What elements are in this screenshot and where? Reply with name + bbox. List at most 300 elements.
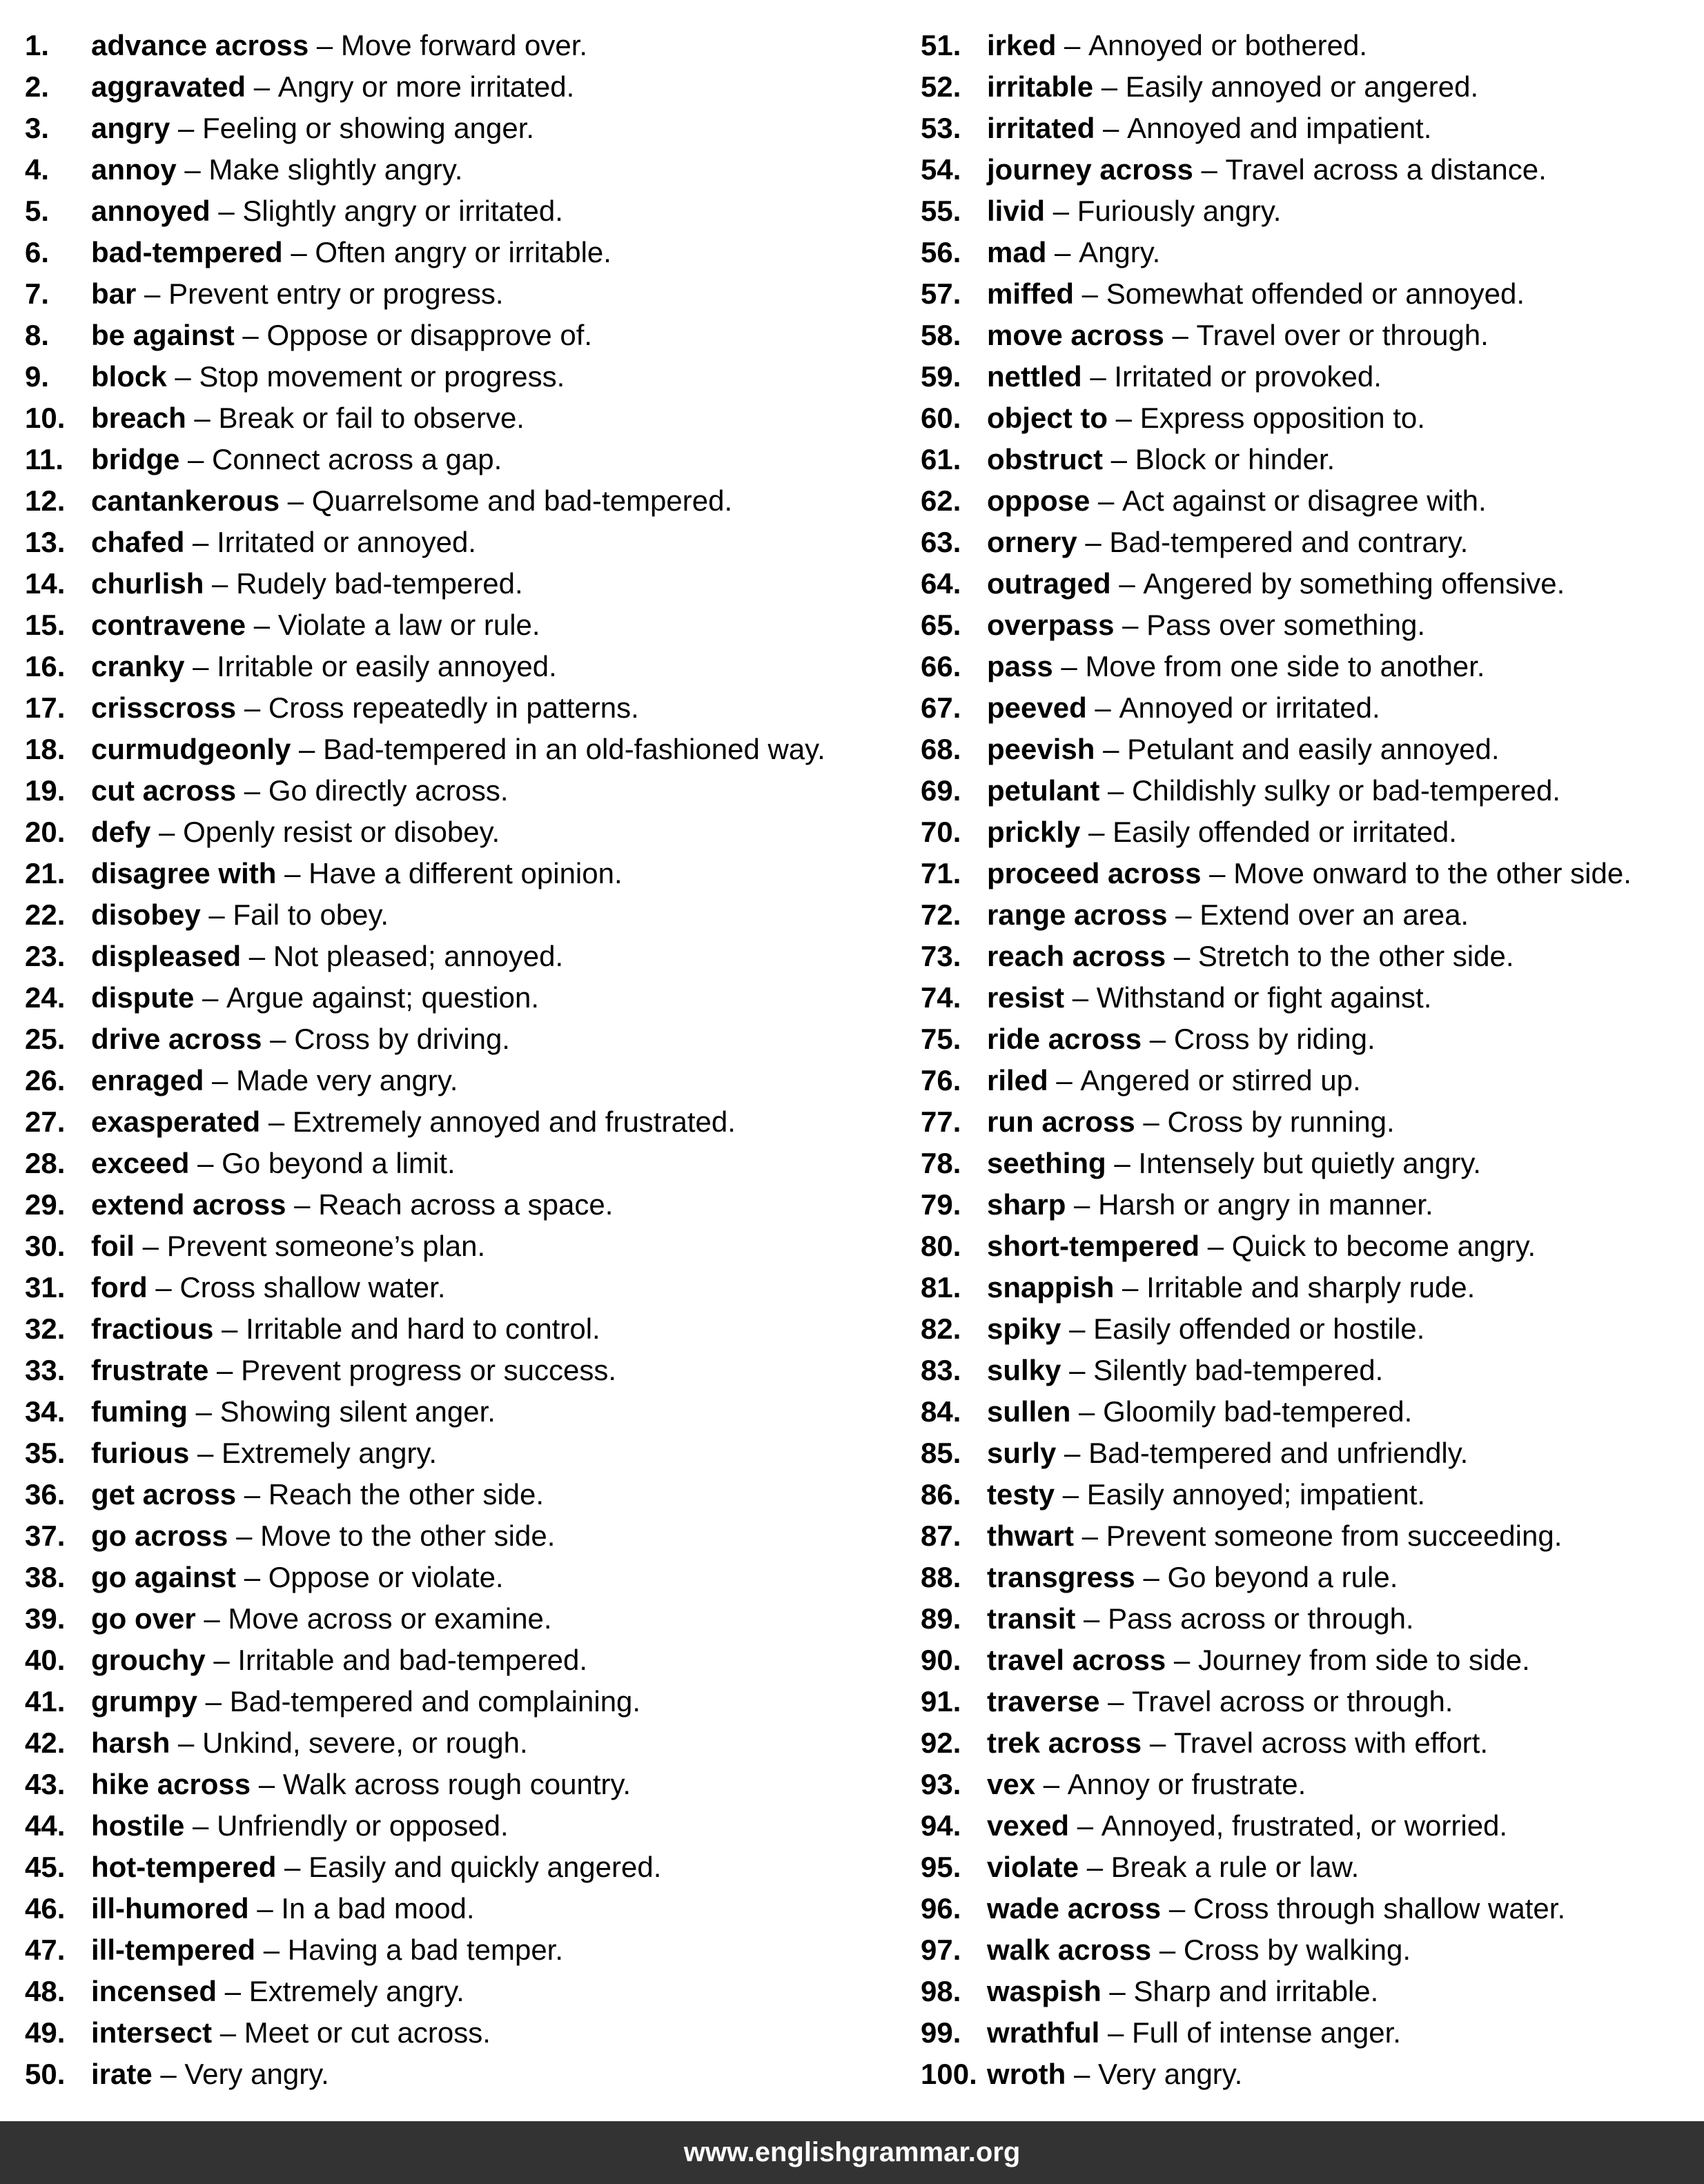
- list-item: [25, 190, 867, 232]
- item-term: ride across: [987, 1023, 1142, 1055]
- item-definition: Cross through shallow water.: [1193, 1892, 1566, 1925]
- list-item: [921, 1184, 1694, 1226]
- list-item: [25, 1557, 867, 1598]
- item-term: chafed: [91, 526, 185, 558]
- item-definition: Easily and quickly angered.: [309, 1851, 662, 1883]
- item-number: 59.: [921, 360, 961, 393]
- item-separator: –: [1161, 1892, 1193, 1925]
- item-term: hostile: [91, 1809, 185, 1842]
- list-item: [921, 1433, 1694, 1474]
- item-separator: –: [210, 195, 243, 227]
- list-item: [25, 1060, 867, 1101]
- item-term: range across: [987, 898, 1168, 931]
- item-separator: –: [286, 1188, 319, 1221]
- item-number: 15.: [25, 609, 66, 641]
- item-separator: –: [189, 1437, 222, 1469]
- item-separator: –: [1061, 1354, 1094, 1386]
- item-definition: Oppose or violate.: [268, 1561, 504, 1593]
- item-term: drive across: [91, 1023, 262, 1055]
- item-definition: Having a bad temper.: [287, 1934, 564, 1966]
- item-number: 34.: [25, 1395, 66, 1428]
- item-term: short-tempered: [987, 1230, 1200, 1262]
- item-separator: –: [1066, 2058, 1099, 2090]
- item-separator: –: [236, 1478, 268, 1511]
- item-definition: Pass across or through.: [1108, 1602, 1414, 1635]
- item-separator: –: [1069, 1809, 1101, 1842]
- item-definition: Angry.: [1079, 236, 1161, 268]
- item-term: wade across: [987, 1892, 1162, 1925]
- item-definition: Quarrelsome and bad-tempered.: [311, 484, 733, 517]
- item-definition: Made very angry.: [236, 1064, 458, 1096]
- item-number: 93.: [921, 1768, 961, 1800]
- list-item: [921, 604, 1694, 646]
- item-definition: Cross by running.: [1167, 1105, 1395, 1138]
- item-term: bar: [91, 277, 137, 310]
- item-definition: Extend over an area.: [1199, 898, 1469, 931]
- item-definition: Move forward over.: [340, 29, 588, 61]
- list-item: [25, 315, 867, 356]
- item-separator: –: [147, 1271, 180, 1303]
- item-number: 23.: [25, 940, 66, 972]
- item-separator: –: [1101, 1975, 1134, 2007]
- item-separator: –: [1135, 1561, 1168, 1593]
- item-separator: –: [204, 567, 237, 600]
- item-number: 46.: [25, 1892, 66, 1925]
- item-definition: Fail to obey.: [233, 898, 389, 931]
- item-definition: Walk across rough country.: [282, 1768, 631, 1800]
- item-term: irate: [91, 2058, 153, 2090]
- item-definition: Easily annoyed; impatient.: [1086, 1478, 1426, 1511]
- list-item: [25, 1929, 867, 1971]
- item-term: ill-tempered: [91, 1934, 256, 1966]
- item-definition: Argue against; question.: [226, 981, 540, 1014]
- item-definition: Pass over something.: [1146, 609, 1426, 641]
- item-separator: –: [170, 1726, 203, 1759]
- item-definition: Feeling or showing anger.: [202, 112, 535, 144]
- item-definition: Oppose or disapprove of.: [266, 319, 593, 351]
- item-separator: –: [184, 650, 217, 682]
- item-term: spiky: [987, 1312, 1061, 1345]
- item-number: 20.: [25, 816, 66, 848]
- item-separator: –: [134, 1230, 167, 1262]
- item-separator: –: [200, 898, 233, 931]
- item-number: 90.: [921, 1644, 961, 1676]
- item-separator: –: [276, 1851, 309, 1883]
- item-number: 70.: [921, 816, 961, 848]
- item-definition: Angry or more irritated.: [277, 70, 575, 103]
- item-number: 72.: [921, 898, 961, 931]
- item-number: 12.: [25, 484, 66, 517]
- list-item: [25, 522, 867, 563]
- list-item: [921, 25, 1694, 66]
- item-separator: –: [1093, 70, 1126, 103]
- list-item: [921, 232, 1694, 273]
- item-term: aggravated: [91, 70, 246, 103]
- item-separator: –: [186, 402, 219, 434]
- item-separator: –: [1142, 1726, 1174, 1759]
- item-term: get across: [91, 1478, 237, 1511]
- item-definition: Somewhat offended or annoyed.: [1106, 277, 1525, 310]
- item-separator: –: [176, 153, 209, 186]
- item-term: sullen: [987, 1395, 1071, 1428]
- item-term: hot-tempered: [91, 1851, 277, 1883]
- list-item: [25, 397, 867, 439]
- item-separator: –: [1167, 898, 1200, 931]
- item-term: exceed: [91, 1147, 190, 1179]
- item-term: pass: [987, 650, 1053, 682]
- item-separator: –: [1199, 1230, 1232, 1262]
- item-term: go against: [91, 1561, 237, 1593]
- item-number: 62.: [921, 484, 961, 517]
- item-number: 43.: [25, 1768, 66, 1800]
- item-definition: Unkind, severe, or rough.: [202, 1726, 528, 1759]
- item-term: move across: [987, 319, 1164, 351]
- item-definition: Prevent someone from succeeding.: [1106, 1519, 1563, 1552]
- item-separator: –: [1064, 981, 1097, 1014]
- list-item: [25, 66, 867, 108]
- item-number: 97.: [921, 1934, 961, 1966]
- item-separator: –: [1081, 360, 1115, 393]
- item-number: 42.: [25, 1726, 66, 1759]
- item-definition: Violate a law or rule.: [277, 609, 540, 641]
- list-item: [921, 811, 1694, 853]
- item-term: annoyed: [91, 195, 210, 227]
- list-item: [921, 315, 1694, 356]
- item-term: churlish: [91, 567, 204, 600]
- item-separator: –: [228, 1519, 261, 1552]
- item-separator: –: [184, 1809, 217, 1842]
- item-separator: –: [1114, 609, 1147, 641]
- item-number: 63.: [921, 526, 961, 558]
- item-definition: Harsh or angry in manner.: [1098, 1188, 1433, 1221]
- item-definition: Move across or examine.: [228, 1602, 552, 1635]
- item-definition: Travel across a distance.: [1225, 153, 1547, 186]
- item-term: cantankerous: [91, 484, 280, 517]
- list-item: [921, 273, 1694, 315]
- item-term: walk across: [987, 1934, 1152, 1966]
- item-definition: Silently bad-tempered.: [1093, 1354, 1384, 1386]
- item-separator: –: [1164, 319, 1197, 351]
- item-number: 58.: [921, 319, 961, 351]
- item-number: 77.: [921, 1105, 961, 1138]
- item-definition: Prevent progress or success.: [241, 1354, 616, 1386]
- item-term: peevish: [987, 733, 1095, 765]
- item-separator: –: [282, 236, 315, 268]
- list-item: [921, 439, 1694, 480]
- item-separator: –: [1086, 691, 1119, 724]
- item-term: fractious: [91, 1312, 214, 1345]
- item-number: 6.: [25, 236, 50, 268]
- item-term: defy: [91, 816, 151, 848]
- item-term: cut across: [91, 774, 237, 807]
- list-item: [921, 1681, 1694, 1722]
- item-number: 86.: [921, 1478, 961, 1511]
- item-number: 28.: [25, 1147, 66, 1179]
- item-separator: –: [204, 1064, 237, 1096]
- item-number: 31.: [25, 1271, 66, 1303]
- item-term: irritated: [987, 112, 1095, 144]
- item-separator: –: [1066, 1188, 1099, 1221]
- item-definition: Openly resist or disobey.: [183, 816, 500, 848]
- item-separator: –: [208, 1354, 242, 1386]
- item-term: nettled: [987, 360, 1082, 393]
- item-definition: Annoyed or irritated.: [1119, 691, 1380, 724]
- item-separator: –: [1046, 236, 1079, 268]
- item-separator: –: [195, 1602, 228, 1635]
- item-definition: Sharp and irritable.: [1133, 1975, 1379, 2007]
- item-term: cranky: [91, 650, 185, 682]
- item-definition: Annoyed and impatient.: [1127, 112, 1432, 144]
- item-term: irked: [987, 29, 1057, 61]
- list-item: [921, 1101, 1694, 1143]
- item-definition: Very angry.: [1098, 2058, 1243, 2090]
- item-number: 17.: [25, 691, 66, 724]
- list-item: [25, 1722, 867, 1764]
- item-separator: –: [236, 774, 268, 807]
- item-separator: –: [136, 277, 169, 310]
- item-term: peeved: [987, 691, 1087, 724]
- list-item: [25, 356, 867, 397]
- item-number: 60.: [921, 402, 961, 434]
- item-number: 11.: [25, 443, 64, 475]
- item-number: 80.: [921, 1230, 961, 1262]
- footer-url[interactable]: www.englishgrammar.org: [683, 2137, 1021, 2167]
- item-number: 4.: [25, 153, 50, 186]
- item-number: 37.: [25, 1519, 66, 1552]
- item-term: ornery: [987, 526, 1077, 558]
- item-number: 95.: [921, 1851, 961, 1883]
- item-number: 87.: [921, 1519, 961, 1552]
- item-number: 1.: [25, 29, 50, 61]
- item-number: 38.: [25, 1561, 66, 1593]
- item-definition: Bad-tempered and unfriendly.: [1088, 1437, 1469, 1469]
- list-item: [25, 936, 867, 977]
- list-item: [25, 853, 867, 894]
- item-number: 29.: [25, 1188, 66, 1221]
- item-number: 89.: [921, 1602, 961, 1635]
- item-number: 71.: [921, 857, 961, 889]
- item-term: enraged: [91, 1064, 204, 1096]
- item-separator: –: [1045, 195, 1077, 227]
- item-separator: –: [184, 526, 217, 558]
- item-term: incensed: [91, 1975, 217, 2007]
- list-item: [921, 1598, 1694, 1640]
- item-separator: –: [262, 1023, 295, 1055]
- item-number: 52.: [921, 70, 961, 103]
- item-separator: –: [1201, 857, 1234, 889]
- item-term: miffed: [987, 277, 1074, 310]
- item-separator: –: [1075, 1602, 1108, 1635]
- list-item: [921, 356, 1694, 397]
- item-number: 35.: [25, 1437, 66, 1469]
- item-number: 84.: [921, 1395, 961, 1428]
- item-number: 40.: [25, 1644, 66, 1676]
- item-term: outraged: [987, 567, 1111, 600]
- item-separator: –: [1077, 526, 1110, 558]
- item-number: 78.: [921, 1147, 961, 1179]
- item-term: thwart: [987, 1519, 1074, 1552]
- item-term: proceed across: [987, 857, 1202, 889]
- item-separator: –: [212, 2016, 244, 2049]
- item-number: 64.: [921, 567, 961, 600]
- item-definition: Travel across with effort.: [1173, 1726, 1489, 1759]
- list-item: [921, 1143, 1694, 1184]
- item-term: prickly: [987, 816, 1081, 848]
- list-item: [25, 232, 867, 273]
- item-separator: –: [1166, 1644, 1198, 1676]
- item-separator: –: [150, 816, 184, 848]
- item-number: 36.: [25, 1478, 66, 1511]
- word-list-right-column: [921, 25, 1694, 2095]
- item-definition: Very angry.: [184, 2058, 329, 2090]
- list-item: [25, 1515, 867, 1557]
- item-definition: Move to the other side.: [260, 1519, 556, 1552]
- item-definition: Angered or stirred up.: [1080, 1064, 1361, 1096]
- item-definition: Break or fail to observe.: [218, 402, 525, 434]
- list-item: [921, 1557, 1694, 1598]
- list-item: [25, 1681, 867, 1722]
- list-item: [921, 646, 1694, 687]
- item-term: travel across: [987, 1644, 1166, 1676]
- list-item: [921, 894, 1694, 936]
- item-definition: Go directly across.: [268, 774, 509, 807]
- item-separator: –: [187, 1395, 220, 1428]
- item-definition: Meet or cut across.: [244, 2016, 491, 2049]
- item-term: resist: [987, 981, 1065, 1014]
- item-separator: –: [179, 443, 213, 475]
- item-separator: –: [217, 1975, 249, 2007]
- item-definition: Annoyed or bothered.: [1088, 29, 1368, 61]
- item-separator: –: [1114, 1271, 1147, 1303]
- item-number: 79.: [921, 1188, 961, 1221]
- list-item: [25, 273, 867, 315]
- list-item: [921, 936, 1694, 977]
- word-list-left-column: [25, 25, 867, 2095]
- item-term: advance across: [91, 29, 309, 61]
- item-term: oppose: [987, 484, 1090, 517]
- item-term: annoy: [91, 153, 177, 186]
- item-separator: –: [1099, 774, 1133, 807]
- list-item: [25, 108, 867, 149]
- item-term: furious: [91, 1437, 190, 1469]
- item-definition: Easily offended or irritated.: [1113, 816, 1457, 848]
- item-term: ill-humored: [91, 1892, 249, 1925]
- list-item: [921, 1515, 1694, 1557]
- item-definition: Prevent someone’s plan.: [166, 1230, 486, 1262]
- item-term: reach across: [987, 940, 1166, 972]
- list-item: [25, 1350, 867, 1391]
- list-item: [921, 687, 1694, 729]
- item-term: go over: [91, 1602, 196, 1635]
- item-definition: Reach the other side.: [268, 1478, 545, 1511]
- item-number: 22.: [25, 898, 66, 931]
- list-item: [921, 1226, 1694, 1267]
- item-separator: –: [1193, 153, 1226, 186]
- item-separator: –: [205, 1644, 238, 1676]
- item-definition: Furiously angry.: [1077, 195, 1282, 227]
- item-definition: Irritable or easily annoyed.: [217, 650, 557, 682]
- item-term: harsh: [91, 1726, 170, 1759]
- item-definition: Slightly angry or irritated.: [242, 195, 563, 227]
- item-term: violate: [987, 1851, 1079, 1883]
- item-separator: –: [236, 691, 268, 724]
- item-separator: –: [276, 857, 309, 889]
- item-definition: Prevent entry or progress.: [168, 277, 504, 310]
- item-definition: Cross by riding.: [1173, 1023, 1375, 1055]
- item-term: grouchy: [91, 1644, 206, 1676]
- list-item: [25, 1433, 867, 1474]
- item-term: seething: [987, 1147, 1106, 1179]
- item-term: go across: [91, 1519, 228, 1552]
- list-item: [921, 770, 1694, 811]
- list-item: [25, 1184, 867, 1226]
- item-separator: –: [1103, 443, 1135, 475]
- item-term: foil: [91, 1230, 135, 1262]
- item-term: livid: [987, 195, 1046, 227]
- item-number: 61.: [921, 443, 961, 475]
- item-definition: Go beyond a rule.: [1167, 1561, 1398, 1593]
- item-term: intersect: [91, 2016, 213, 2049]
- item-definition: Annoy or frustrate.: [1067, 1768, 1306, 1800]
- item-definition: Move from one side to another.: [1085, 650, 1485, 682]
- item-definition: Irritable and bad-tempered.: [237, 1644, 588, 1676]
- item-number: 69.: [921, 774, 961, 807]
- item-number: 41.: [25, 1685, 66, 1718]
- item-term: bad-tempered: [91, 236, 283, 268]
- item-number: 99.: [921, 2016, 961, 2049]
- list-item: [921, 1764, 1694, 1805]
- footer-bar: [0, 2121, 1704, 2184]
- item-separator: –: [1056, 29, 1089, 61]
- item-term: dispute: [91, 981, 195, 1014]
- list-item: [921, 397, 1694, 439]
- item-term: irritable: [987, 70, 1094, 103]
- item-separator: –: [1074, 277, 1106, 310]
- list-item: [25, 687, 867, 729]
- list-item: [921, 2012, 1694, 2054]
- item-definition: Not pleased; annoyed.: [273, 940, 564, 972]
- item-number: 96.: [921, 1892, 961, 1925]
- item-separator: –: [255, 1934, 288, 1966]
- item-separator: –: [197, 1685, 230, 1718]
- item-term: be against: [91, 319, 235, 351]
- item-definition: Cross by driving.: [294, 1023, 510, 1055]
- item-separator: –: [248, 1892, 282, 1925]
- item-term: block: [91, 360, 167, 393]
- item-number: 68.: [921, 733, 961, 765]
- item-number: 74.: [921, 981, 961, 1014]
- item-term: frustrate: [91, 1354, 209, 1386]
- list-item: [921, 1267, 1694, 1308]
- item-definition: Petulant and easily annoyed.: [1127, 733, 1500, 765]
- item-term: vexed: [987, 1809, 1070, 1842]
- list-item: [25, 480, 867, 522]
- item-number: 91.: [921, 1685, 961, 1718]
- item-term: crisscross: [91, 691, 237, 724]
- item-number: 33.: [25, 1354, 66, 1386]
- item-term: testy: [987, 1478, 1055, 1511]
- list-item: [921, 1971, 1694, 2012]
- item-number: 76.: [921, 1064, 961, 1096]
- item-number: 30.: [25, 1230, 66, 1262]
- item-number: 82.: [921, 1312, 961, 1345]
- list-item: [25, 1267, 867, 1308]
- item-definition: Bad-tempered and complaining.: [229, 1685, 641, 1718]
- item-term: wrathful: [987, 2016, 1100, 2049]
- list-item: [921, 1805, 1694, 1847]
- item-separator: –: [1110, 567, 1144, 600]
- item-term: disobey: [91, 898, 201, 931]
